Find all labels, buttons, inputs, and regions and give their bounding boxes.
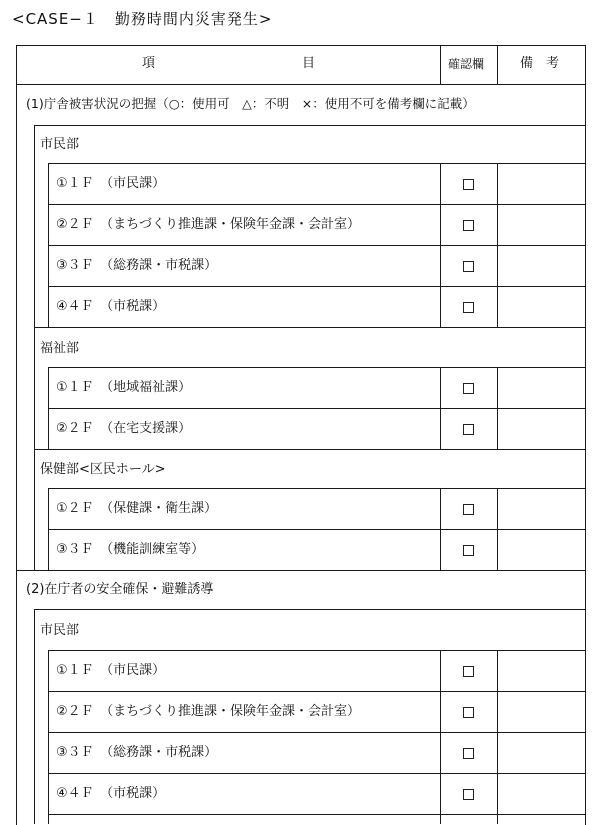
header-item-b: 目: [302, 56, 316, 71]
page-title: <CASE−１ 勤務時間内災害発生>: [12, 10, 273, 28]
g2-rule: [48, 367, 586, 368]
header-check: 確認欄: [448, 57, 485, 71]
g1-row-rule-3: [48, 286, 586, 287]
group-heading: 市民部: [40, 623, 80, 638]
s2g1-rule: [48, 650, 586, 651]
section1-rule: [34, 125, 586, 126]
confirm-checkbox[interactable]: [463, 261, 474, 272]
section2-heading: (2)在庁者の安全確保・避難誘導: [26, 582, 214, 597]
header-bottom-rule: [16, 84, 586, 85]
section2-rule: [34, 609, 586, 610]
group-heading: 福祉部: [40, 341, 80, 356]
g1-row-rule-2: [48, 245, 586, 246]
list-item: ③３Ｆ （総務課・市税課）: [56, 258, 218, 273]
list-item: ②２Ｆ （在宅支援課）: [56, 421, 192, 436]
g2-end-rule: [34, 449, 586, 450]
confirm-checkbox[interactable]: [463, 707, 474, 718]
s2g1-col-sep-2: [497, 650, 498, 824]
s2g1-row-rule-3: [48, 773, 586, 774]
header-remarks: 備 考: [520, 56, 560, 71]
list-item: ④４Ｆ （市税課）: [56, 786, 166, 801]
g3-rule: [48, 488, 586, 489]
g2-row-rule-1: [48, 408, 586, 409]
list-item: ③３Ｆ （機能訓練室等）: [56, 542, 205, 557]
section1-end-rule: [16, 570, 586, 571]
g3-row-rule-1: [48, 529, 586, 530]
indent-2-left: [34, 609, 35, 824]
confirm-checkbox[interactable]: [463, 504, 474, 515]
header-item-a: 項: [142, 56, 156, 71]
border-left: [16, 45, 17, 825]
list-item: ①１Ｆ （市民課）: [56, 176, 166, 191]
confirm-checkbox[interactable]: [463, 383, 474, 394]
list-item: ④４Ｆ （市税課）: [56, 299, 166, 314]
s2g1-row-rule-2: [48, 732, 586, 733]
confirm-checkbox[interactable]: [463, 789, 474, 800]
confirm-checkbox[interactable]: [463, 220, 474, 231]
s2g1-row-rule-1: [48, 691, 586, 692]
border-top: [16, 45, 586, 46]
group-heading: 市民部: [40, 137, 80, 152]
g1-rule: [48, 163, 586, 164]
s2g1-left: [48, 650, 49, 824]
g1-row-rule-1: [48, 204, 586, 205]
indent-1-left: [34, 125, 35, 570]
list-item: ③３Ｆ （総務課・市税課）: [56, 745, 218, 760]
list-item: ①１Ｆ （地域福祉課）: [56, 380, 192, 395]
s2g1-col-sep-1: [440, 650, 441, 824]
confirm-checkbox[interactable]: [463, 424, 474, 435]
list-item: ②２Ｆ （まちづくり推進課・保険年金課・会計室）: [56, 704, 361, 719]
border-right: [585, 45, 586, 825]
list-item: ①１Ｆ （市民課）: [56, 663, 166, 678]
g1-end-rule: [34, 327, 586, 328]
confirm-checkbox[interactable]: [463, 545, 474, 556]
confirm-checkbox[interactable]: [463, 748, 474, 759]
section1-heading: (1)庁舎被害状況の把握（○：使用可 △：不明 ×：使用不可を備考欄に記載）: [26, 96, 475, 111]
header-col-sep-1: [440, 45, 441, 85]
confirm-checkbox[interactable]: [463, 179, 474, 190]
confirm-checkbox[interactable]: [463, 302, 474, 313]
confirm-checkbox[interactable]: [463, 666, 474, 677]
s2g1-row-rule-4: [48, 814, 586, 815]
group-heading: 保健部<区民ホール>: [40, 462, 166, 477]
header-col-sep-2: [497, 45, 498, 85]
list-item: ②２Ｆ （まちづくり推進課・保険年金課・会計室）: [56, 217, 361, 232]
list-item: ①２Ｆ （保健課・衛生課）: [56, 501, 218, 516]
